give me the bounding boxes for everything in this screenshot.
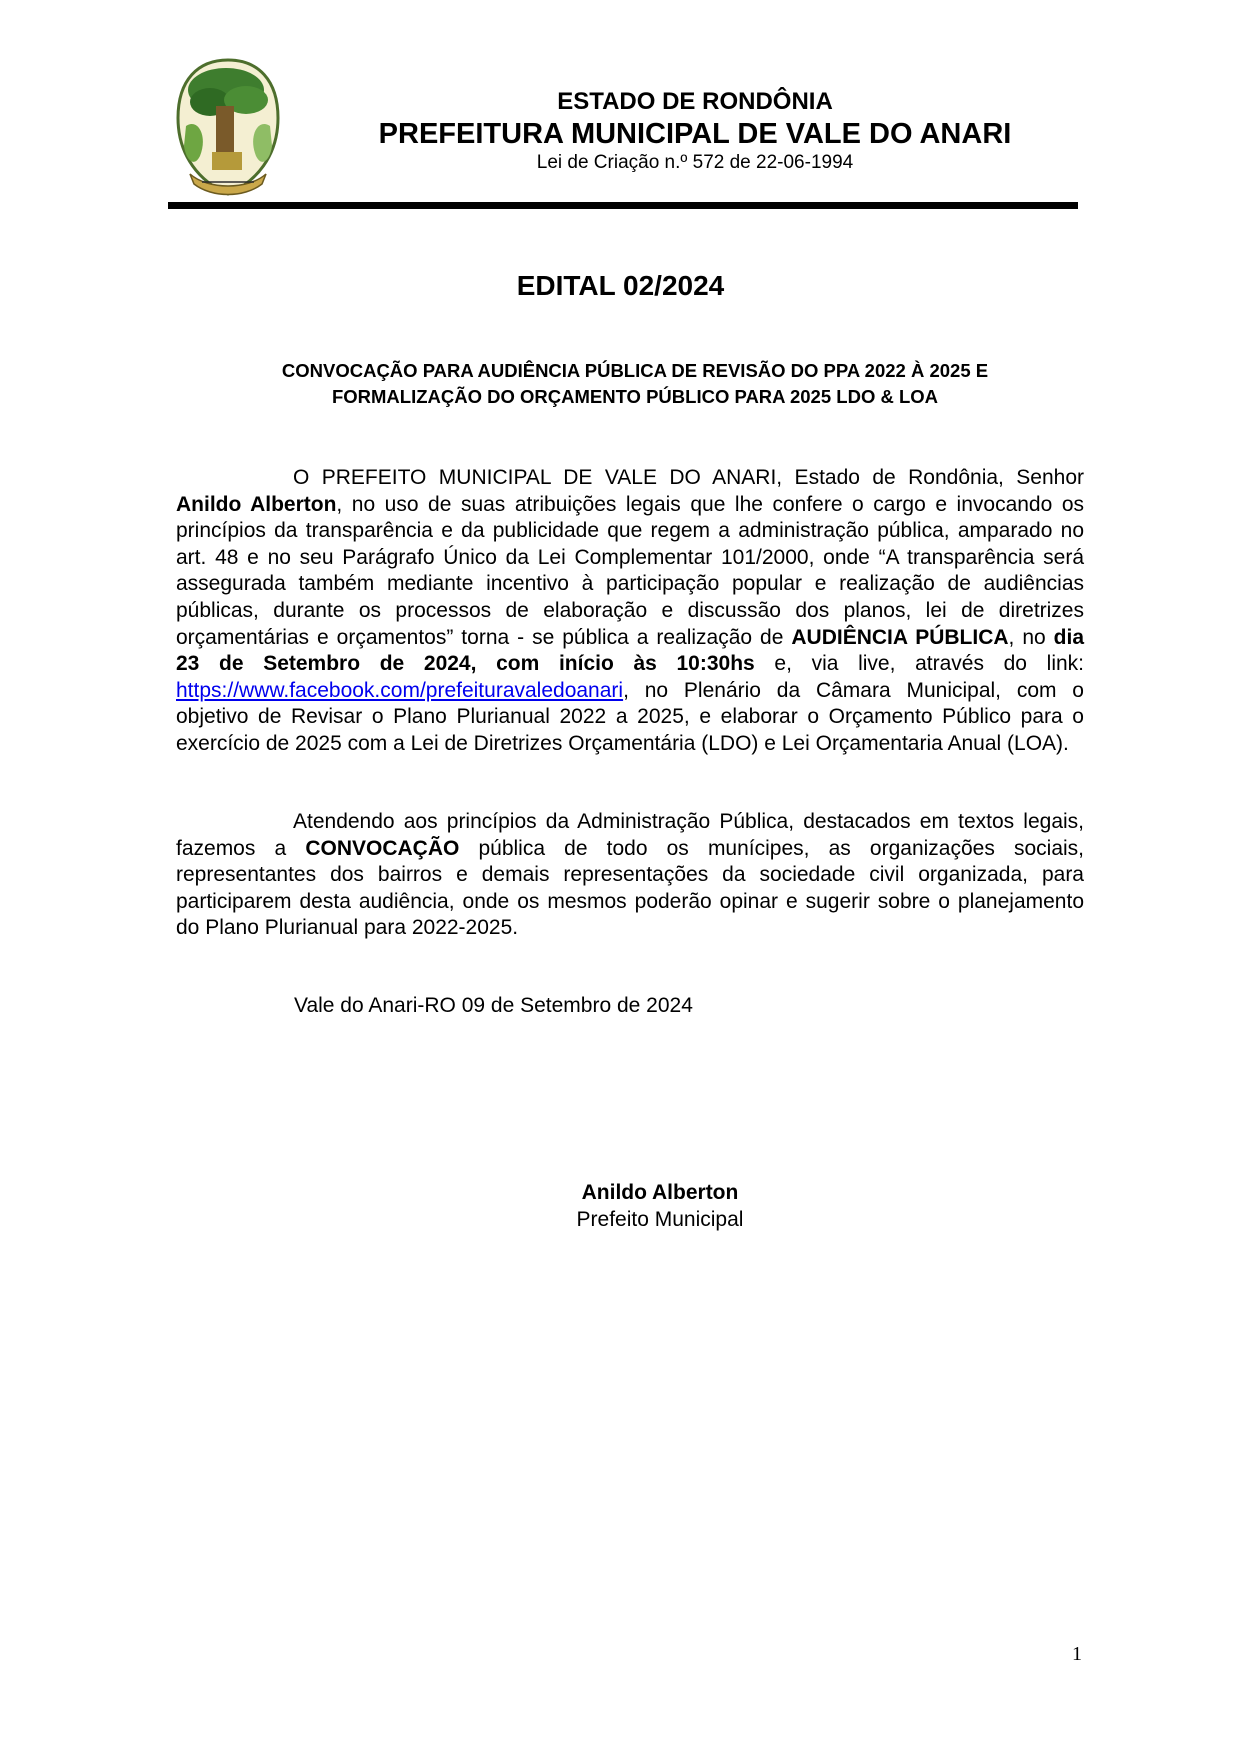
- creation-law: Lei de Criação n.º 572 de 22-06-1994: [536, 152, 854, 173]
- paragraph-text: Atendendo aos princípios da Administração Pública, destacados em textos legais, fazemos a: [176, 810, 1084, 860]
- event-name: AUDIÊNCIA PÚBLICA: [791, 625, 1009, 649]
- signatory-name: Anildo Alberton: [581, 1181, 739, 1204]
- paragraph-text: , no: [1008, 625, 1054, 649]
- page-number: 1: [1072, 1643, 1082, 1665]
- header-divider: [168, 202, 1078, 209]
- paragraph-text: pública de todo os munícipes, as organizações sociais, representantes dos bairros e demais representações da sociedade civil organizada, para participarem desta audiência, onde os mesmos poderão opinar e sugerir sobre o planejamento do Plano Plurianual para 2022-2025.: [176, 836, 1084, 940]
- convocation-word: CONVOCAÇÃO: [305, 836, 460, 860]
- event-datetime: dia 23 de Setembro de 2024, com início às 10:30hs: [176, 625, 1084, 676]
- municipal-coat-of-arms-icon: [172, 56, 284, 204]
- mayor-name: Anildo Alberton: [176, 492, 337, 516]
- place-and-date: Vale do Anari-RO 09 de Setembro de 2024: [294, 994, 693, 1017]
- prefecture-name: PREFEITURA MUNICIPAL DE VALE DO ANARI: [378, 118, 1012, 150]
- facebook-live-link[interactable]: https://www.facebook.com/prefeituravaledoanari: [176, 678, 624, 702]
- document-title: EDITAL 02/2024: [516, 270, 725, 301]
- state-name: ESTADO DE RONDÔNIA: [557, 88, 833, 115]
- subtitle-line-1: CONVOCAÇÃO PARA AUDIÊNCIA PÚBLICA DE REVISÃO DO PPA 2022 À 2025 E: [281, 360, 989, 381]
- body-paragraph-2: [176, 809, 1084, 942]
- body-paragraph-1: [176, 465, 1084, 758]
- signatory-role: Prefeito Municipal: [576, 1208, 744, 1231]
- paragraph-text: O PREFEITO MUNICIPAL DE VALE DO ANARI, Estado de Rondônia, Senhor: [293, 466, 1084, 489]
- paragraph-text: , no Plenário da Câmara Municipal, com o objetivo de Revisar o Plano Plurianual 2022 a 2025, e elaborar o Orçamento Público para o exercício de 2025 com a Lei de Diretrizes Orçamentária (LDO) e Lei Orçamentaria Anual (LOA).: [176, 678, 1084, 755]
- paragraph-text: e, via live, através do link:: [754, 652, 1084, 676]
- subtitle-line-2: FORMALIZAÇÃO DO ORÇAMENTO PÚBLICO PARA 2025 LDO & LOA: [331, 386, 939, 407]
- paragraph-text: , no uso de suas atribuições legais que lhe confere o cargo e invocando os princípios da transparência e da publicidade que regem a administração pública, amparado no art. 48 e no seu Parágrafo Único da Lei Complementar 101/2000, onde “A transparência será assegurada também mediante incentivo à participação popular e realização de audiências públicas, durante os processos de elaboração e discussão dos planos, lei de diretrizes orçamentárias e orçamentos” torna - se pública a realização de: [176, 492, 1084, 649]
